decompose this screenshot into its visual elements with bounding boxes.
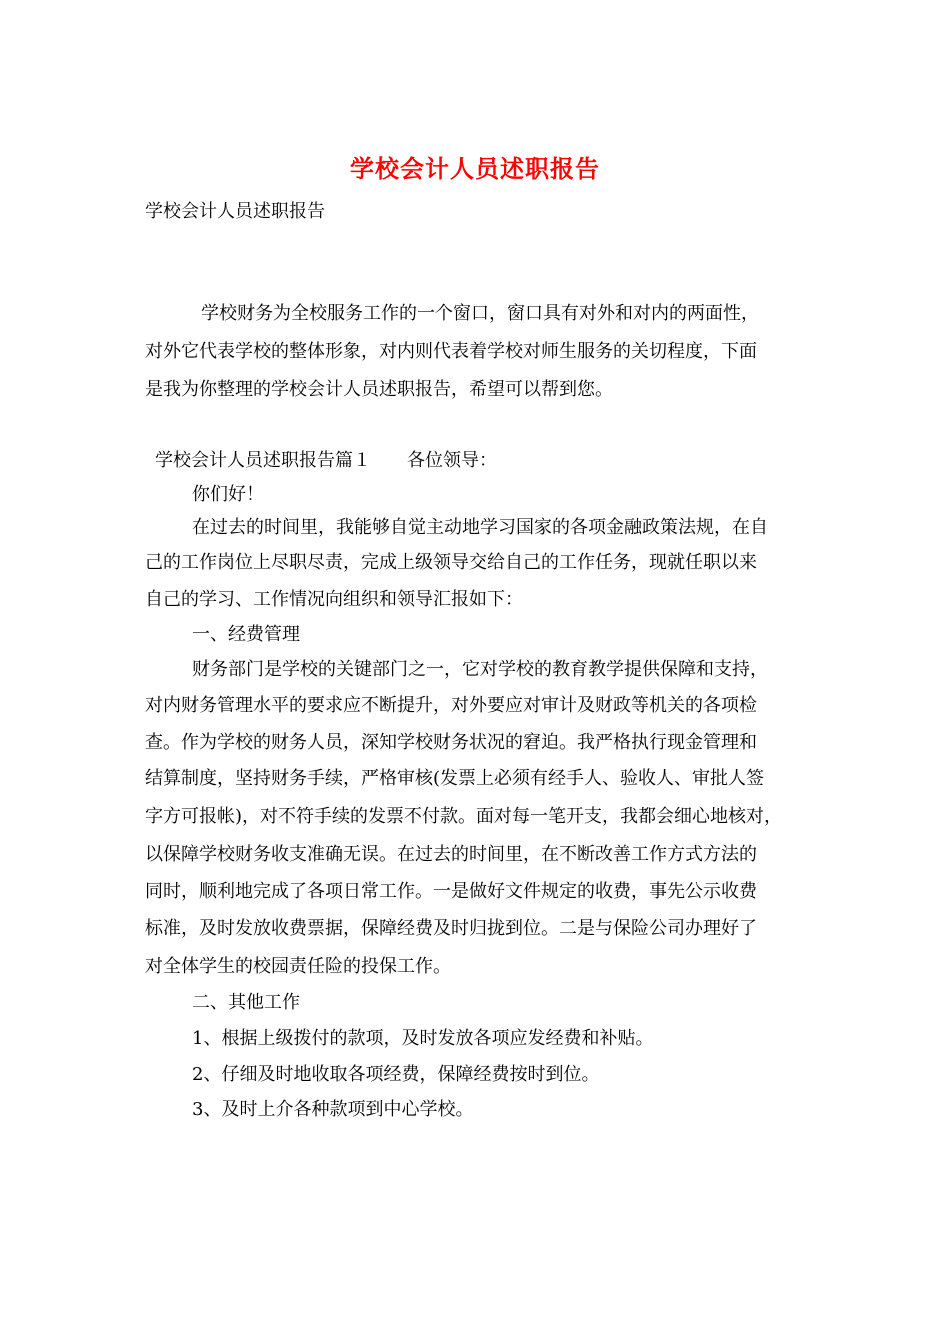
heading-other-work: 二、其他工作	[192, 992, 300, 1013]
document-title: 学校会计人员述职报告	[350, 154, 600, 183]
body-p2-line-2: 对内财务管理水平的要求应不断提升，对外要应对审计及财政等机关的各项检	[145, 695, 757, 716]
section-heading: 学校会计人员述职报告篇１ 各位领导：	[155, 450, 497, 471]
intro-line-2: 对外它代表学校的整体形象，对内则代表着学校对师生服务的关切程度，下面	[145, 341, 757, 362]
body-p2-line-3: 查。作为学校的财务人员，深知学校财务状况的窘迫。我严格执行现金管理和	[145, 732, 757, 753]
list-item: 3、及时上介各种款项到中心学校。	[192, 1099, 474, 1120]
document-subtitle: 学校会计人员述职报告	[145, 201, 325, 222]
list-item: 1、根据上级拨付的款项，及时发放各项应发经费和补贴。	[192, 1028, 654, 1049]
body-p1-line-1: 在过去的时间里，我能够自觉主动地学习国家的各项金融政策法规，在自	[192, 517, 768, 538]
body-p2-line-5: 字方可报帐)，对不符手续的发票不付款。面对每一笔开支，我都会细心地核对，	[145, 806, 783, 827]
intro-line-1: 学校财务为全校服务工作的一个窗口，窗口具有对外和对内的两面性，	[201, 303, 759, 324]
body-p1-line-2: 己的工作岗位上尽职尽责，完成上级领导交给自己的工作任务，现就任职以来	[145, 552, 757, 573]
body-p2-line-8: 标准，及时发放收费票据，保障经费及时归拢到位。二是与保险公司办理好了	[145, 918, 757, 939]
body-p2-line-9: 对全体学生的校园责任险的投保工作。	[145, 956, 451, 977]
greeting: 你们好！	[192, 484, 264, 505]
intro-line-3: 是我为你整理的学校会计人员述职报告，希望可以帮到您。	[145, 379, 613, 400]
body-p2-line-1: 财务部门是学校的关键部门之一，它对学校的教育教学提供保障和支持，	[192, 659, 768, 680]
body-p1-line-3: 自己的学习、工作情况向组织和领导汇报如下：	[145, 589, 523, 610]
body-p2-line-6: 以保障学校财务收支准确无误。在过去的时间里，在不断改善工作方式方法的	[145, 844, 757, 865]
list-item: 2、仔细及时地收取各项经费，保障经费按时到位。	[192, 1064, 600, 1085]
heading-funds-management: 一、经费管理	[192, 624, 300, 645]
body-p2-line-7: 同时，顺利地完成了各项日常工作。一是做好文件规定的收费，事先公示收费	[145, 881, 757, 902]
body-p2-line-4: 结算制度，坚持财务手续，严格审核(发票上必须有经手人、验收人、审批人签	[145, 768, 765, 789]
